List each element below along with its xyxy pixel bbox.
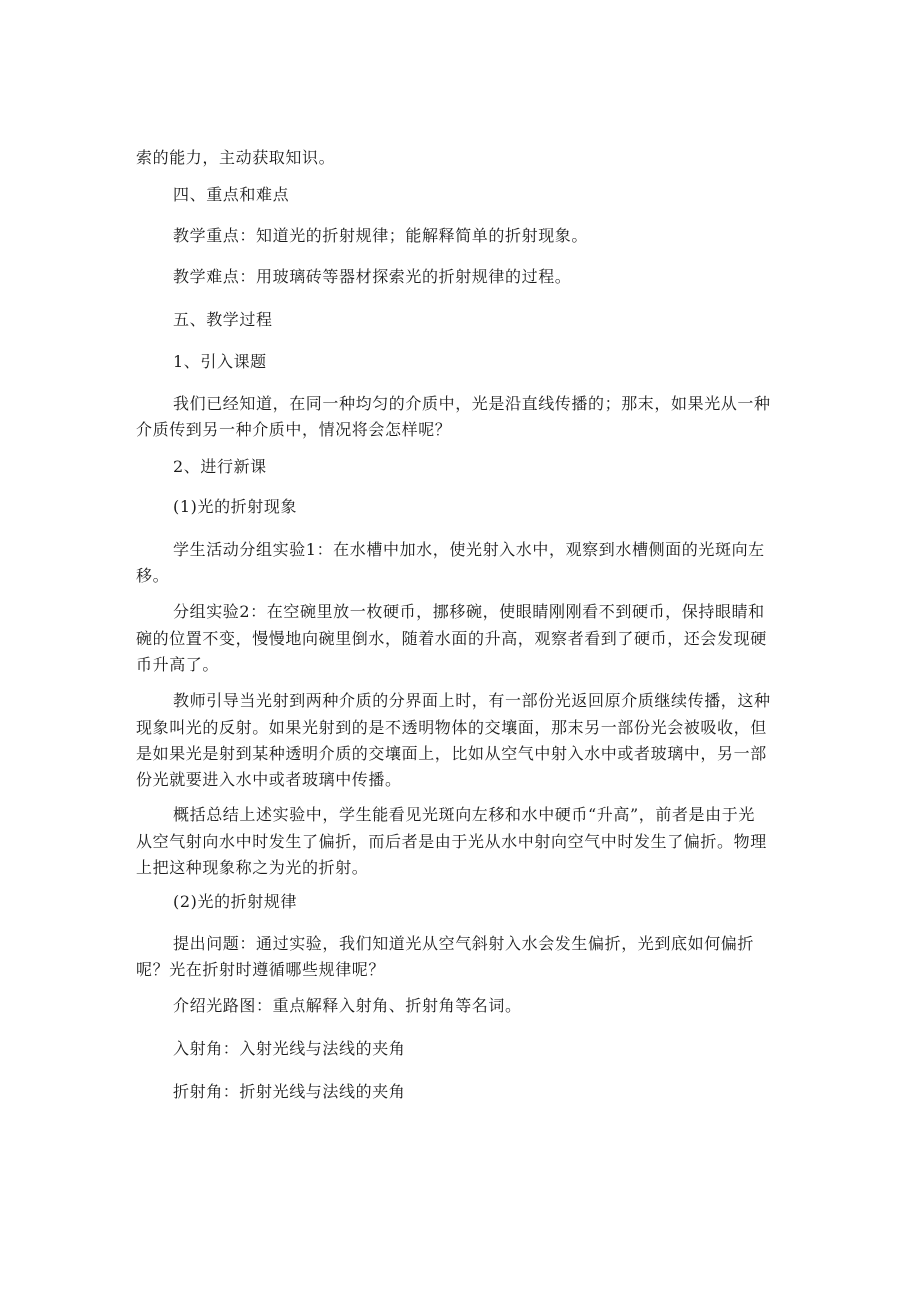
paragraph-summary-line: 从空气射向水中时发生了偏折，而后者是由于光从水中射向空气中时发生了偏折。物理 (136, 832, 767, 851)
paragraph-experiment2-line: 分组实验2：在空碗里放一枚硬币，挪移碗，使眼睛刚刚看不到硬币，保持眼睛和 (173, 602, 765, 621)
paragraph-difficulty: 教学难点：用玻璃砖等器材探索光的折射规律的过程。 (173, 267, 572, 286)
paragraph-continuation: 索的能力，主动获取知识。 (136, 148, 336, 167)
heading-teaching-process: 五、教学过程 (173, 310, 273, 329)
paragraph-teacher-line: 现象叫光的反射。如果光射到的是不透明物体的交壤面，那末另一部份光会被吸收，但 (136, 718, 767, 737)
paragraph-teacher-line: 教师引导当光射到两种介质的分界面上时，有一部份光返回原介质继续传播，这种 (173, 691, 771, 710)
paragraph-experiment1-line: 移。 (136, 566, 170, 585)
paragraph-summary-line: 概括总结上述实验中，学生能看见光斑向左移和水中硬币“升高”，前者是由于光 (173, 805, 755, 824)
paragraph-question-line: 呢？光在折射时遵循哪些规律呢？ (136, 960, 386, 979)
heading-step-intro: 1、引入课题 (173, 352, 267, 371)
paragraph-teacher-line: 份光就要进入水中或者玻璃中传播。 (136, 770, 402, 789)
definition-refraction-angle: 折射角：折射光线与法线的夹角 (173, 1082, 406, 1101)
paragraph-teacher-line: 是如果光是射到某种透明介质的交壤面上，比如从空气中射入水中或者玻璃中，另一部 (136, 744, 767, 763)
paragraph-summary-line: 上把这种现象称之为光的折射。 (136, 858, 369, 877)
paragraph-intro-line: 我们已经知道，在同一种均匀的介质中，光是沿直线传播的；那末，如果光从一种 (173, 394, 771, 413)
heading-key-points: 四、重点和难点 (173, 185, 290, 204)
paragraph-intro-line: 介质传到另一种介质中，情况将会怎样呢？ (136, 420, 452, 439)
paragraph-experiment1-line: 学生活动分组实验1：在水槽中加水，使光射入水中，观察到水槽侧面的光斑向左 (173, 540, 765, 559)
heading-refraction-law: (2)光的折射规律 (173, 892, 298, 911)
heading-refraction-phenomenon: (1)光的折射现象 (173, 497, 298, 516)
paragraph-experiment2-line: 币升高了。 (136, 655, 220, 674)
paragraph-question-line: 提出问题：通过实验，我们知道光从空气斜射入水会发生偏折，光到底如何偏折 (173, 934, 755, 953)
paragraph-experiment2-line: 碗的位置不变，慢慢地向碗里倒水，随着水面的升高，观察者看到了硬币，还会发现硬 (136, 629, 767, 648)
paragraph-key-point: 教学重点：知道光的折射规律；能解释简单的折射现象。 (173, 226, 589, 245)
paragraph-light-path-diagram: 介绍光路图：重点解释入射角、折射角等名词。 (173, 996, 522, 1015)
definition-incidence-angle: 入射角：入射光线与法线的夹角 (173, 1039, 406, 1058)
heading-step-new-lesson: 2、进行新课 (173, 457, 267, 476)
